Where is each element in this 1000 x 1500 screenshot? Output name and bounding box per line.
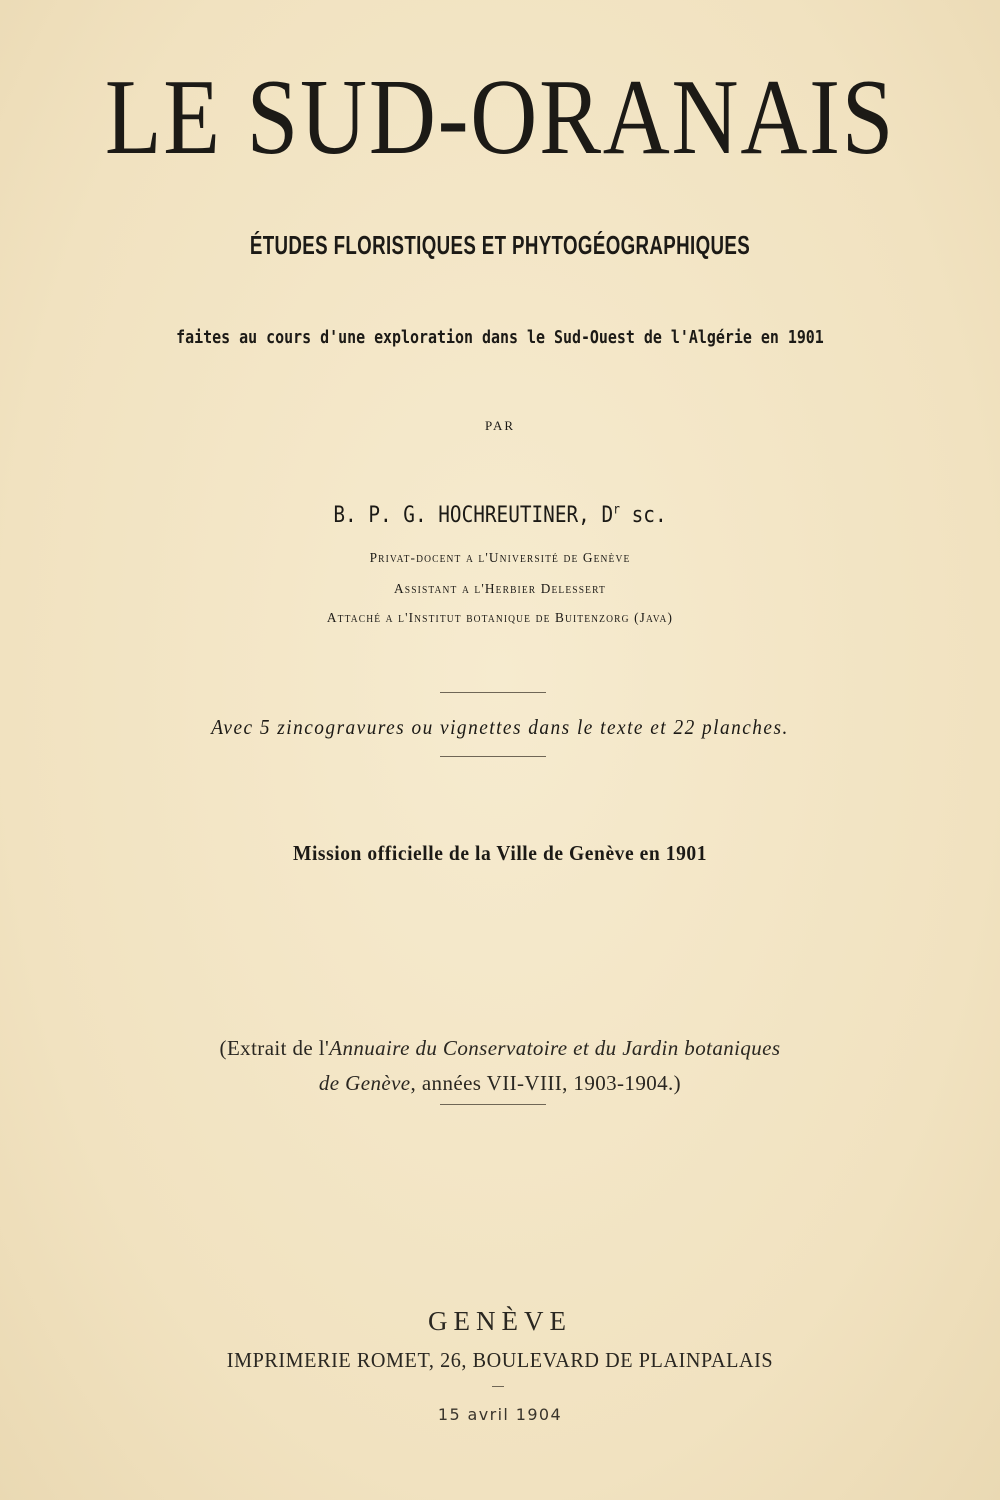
divider-dash bbox=[492, 1386, 504, 1387]
extract-prefix: (Extrait de l' bbox=[219, 1036, 330, 1060]
illustrations-note: Avec 5 zincogravures ou vignettes dans le texte et 22 planches. bbox=[211, 715, 789, 739]
subtitle: ÉTUDES FLORISTIQUES ET PHYTOGÉOGRAPHIQUES bbox=[249, 230, 751, 260]
extract-line-1 bbox=[0, 1034, 1000, 1062]
extract-suffix: , années VII-VIII, 1903-1904.) bbox=[410, 1071, 682, 1095]
extract-journal-city: de Genève bbox=[318, 1071, 411, 1095]
author-name: B. P. G. HOCHREUTINER, D bbox=[333, 503, 614, 528]
extract-journal-title: Annuaire du Conservatoire et du Jardin botaniques bbox=[329, 1036, 781, 1060]
author-line bbox=[60, 502, 940, 530]
divider-rule bbox=[440, 692, 546, 693]
affiliation-1: Privat-docent a l'Université de Genève bbox=[369, 551, 631, 566]
extract-line-2 bbox=[0, 1069, 1000, 1097]
author-degree-superscript: r bbox=[613, 502, 620, 518]
tagline: faites au cours d'une exploration dans le Sud-Ouest de l'Algérie en 1901 bbox=[176, 327, 824, 348]
divider-rule bbox=[440, 1104, 546, 1105]
affiliation-2: Assistant a l'Herbier Delessert bbox=[394, 582, 606, 597]
imprint-city: GENÈVE bbox=[428, 1306, 572, 1336]
imprint-printer: IMPRIMERIE ROMET, 26, BOULEVARD DE PLAINPALAIS bbox=[226, 1348, 774, 1372]
imprint-date: 15 avril 1904 bbox=[437, 1405, 563, 1424]
affiliation-3: Attaché a l'Institut botanique de Buitenzorg (Java) bbox=[326, 611, 674, 626]
main-title: LE SUD-ORANAIS bbox=[104, 58, 896, 177]
by-label: PAR bbox=[484, 418, 516, 433]
divider-rule bbox=[440, 756, 546, 757]
author-degree: sc. bbox=[619, 503, 667, 528]
mission-line: Mission officielle de la Ville de Genève en 1901 bbox=[292, 841, 708, 865]
